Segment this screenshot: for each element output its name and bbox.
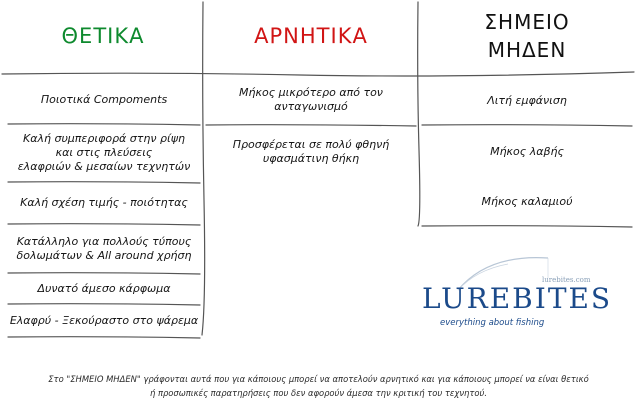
- zero-point-item: [424, 80, 630, 122]
- item-text: Δυνατό άμεσο κάρφωμα: [37, 282, 171, 295]
- divider-row-1: [8, 124, 200, 125]
- positive-item: [8, 275, 200, 303]
- item-text: δολωμάτων & All around χρήση: [16, 248, 192, 262]
- divider-mid-1: [206, 125, 416, 126]
- column-header-negative: [206, 0, 416, 72]
- footnote-line: Στο "ΣΗΜΕΙΟ ΜΗΔΕΝ" γράφονται αυτά που για κάποιους μπορεί να αποτελούν αρνητικό και για κάποιους μπορεί να είναι θετικό: [48, 374, 589, 384]
- column-header-zero-point: [420, 0, 634, 72]
- column-header-positive: [6, 0, 200, 72]
- positive-item: [8, 78, 200, 122]
- item-text: και στις πλεύσεις: [55, 146, 153, 159]
- divider-vertical-1: [202, 2, 205, 335]
- logo-url: lurebites.com: [542, 276, 591, 284]
- logo-wordmark: LUREBITES: [422, 282, 613, 315]
- item-text: Ελαφρύ - Ξεκούραστο στο ψάρεμα: [9, 314, 199, 327]
- divider-row-6: [8, 337, 200, 338]
- item-text: Καλή συμπεριφορά στην ρίψη: [23, 132, 185, 145]
- divider-row-2: [8, 182, 200, 183]
- item-text: Κατάλληλο για πολλούς τύπους: [16, 234, 192, 248]
- footnote-line: ή προσωπικές παρατηρήσεις που δεν αφορούν άμεσα την κριτική του τεχνητού.: [149, 388, 488, 398]
- header-label: ΑΡΝΗΤΙΚΑ: [254, 24, 368, 48]
- divider-row-3: [8, 224, 200, 225]
- positive-item: [8, 226, 200, 271]
- logo-tagline: everything about fishing: [440, 318, 545, 328]
- zero-point-item: [424, 132, 630, 172]
- header-label: ΘΕΤΙΚΑ: [61, 24, 145, 48]
- footnote: [0, 372, 637, 400]
- item-text: υφασμάτινη θήκη: [262, 152, 360, 165]
- item-text: Μήκος καλαμιού: [481, 195, 573, 208]
- divider-header: [2, 72, 634, 76]
- positive-item: [8, 184, 200, 222]
- header-label-line1: ΣΗΜΕΙΟ: [484, 10, 570, 34]
- item-text: Ποιοτικά Compoments: [40, 93, 168, 106]
- item-text: ελαφριών & μεσαίων τεχνητών: [17, 160, 191, 173]
- item-text: Μήκος λαβής: [490, 145, 564, 158]
- divider-right-1: [422, 125, 632, 126]
- item-text: Λιτή εμφάνιση: [487, 94, 567, 107]
- negative-item: [208, 80, 414, 120]
- divider-row-4: [8, 273, 200, 274]
- divider-right-2: [422, 226, 632, 227]
- item-text: Καλή σχέση τιμής - ποιότητας: [20, 196, 188, 209]
- positive-item: [8, 126, 200, 180]
- negative-item: [208, 132, 414, 172]
- zero-point-item: [424, 182, 630, 222]
- header-label-line2: ΜΗΔΕΝ: [487, 38, 567, 62]
- item-text: Μήκος μικρότερο από τον: [239, 86, 383, 99]
- lurebites-logo: [418, 252, 613, 332]
- item-text: ανταγωνισμό: [274, 100, 348, 113]
- divider-row-5: [8, 304, 200, 305]
- item-text: Προσφέρεται σε πολύ φθηνή: [232, 138, 390, 151]
- positive-item: [8, 306, 200, 336]
